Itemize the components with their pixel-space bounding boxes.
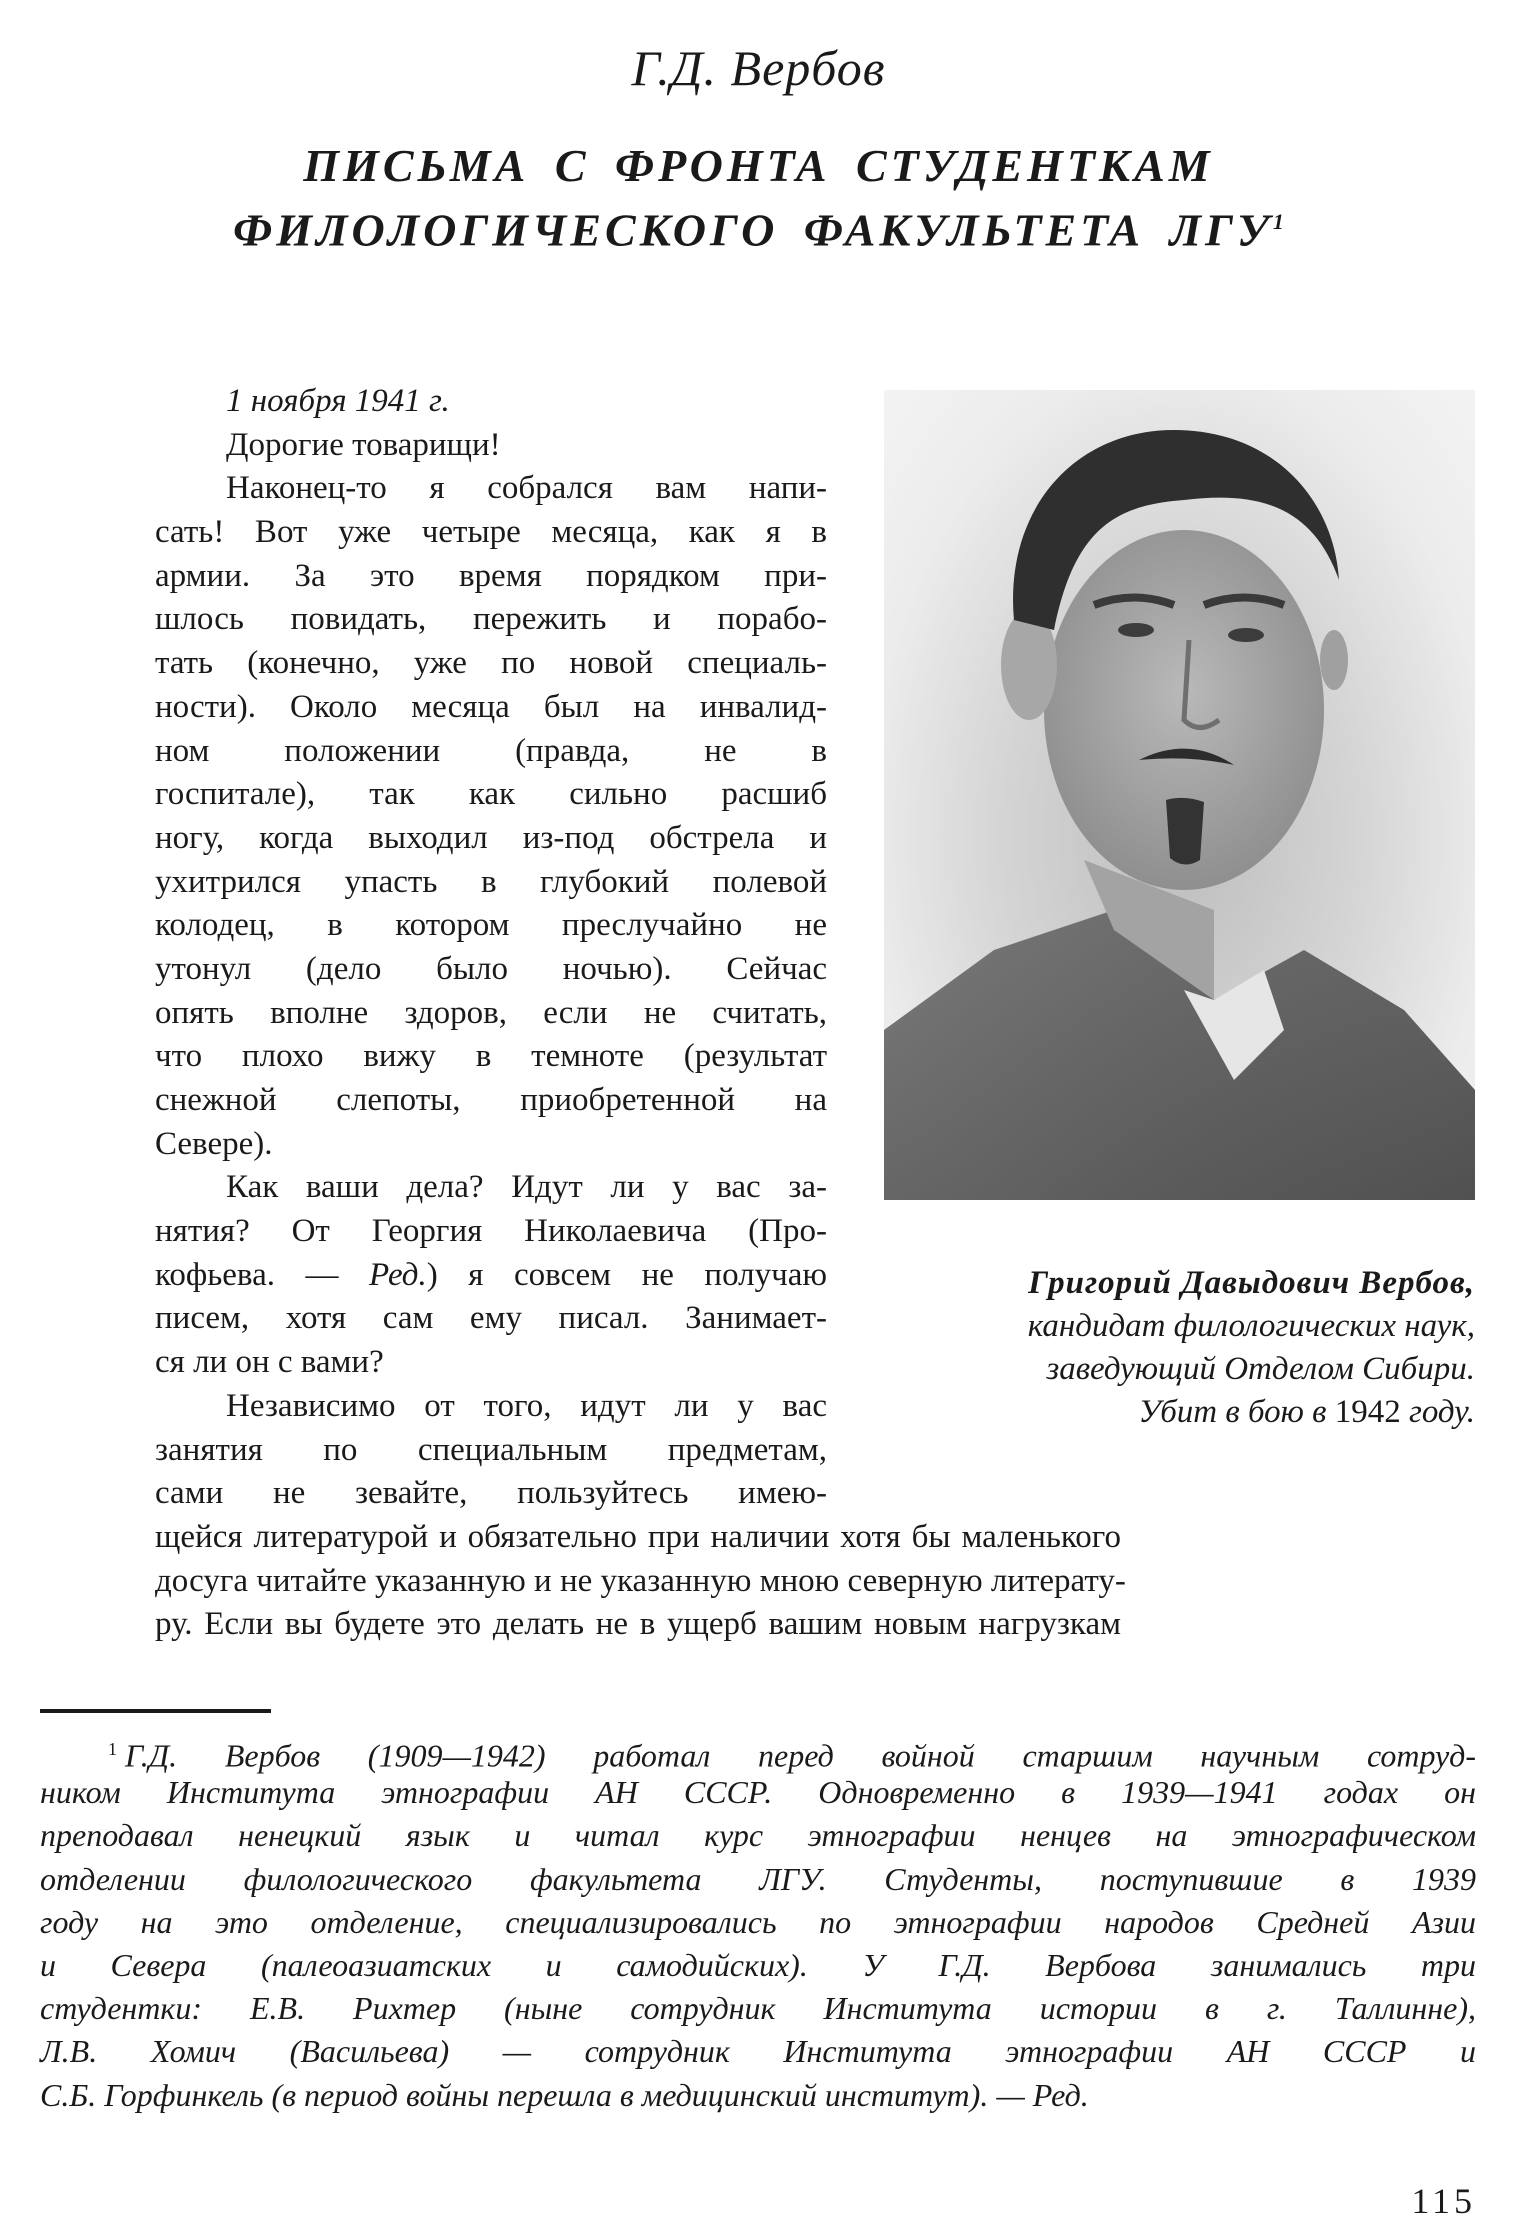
- footnote-divider: [40, 1709, 271, 1713]
- footnote-line: году на это отделение, специализировались по этнографии народов Средней Азии: [40, 1903, 1476, 1940]
- body-line: сать! Вот уже четыре месяца, как я в: [155, 514, 827, 551]
- body-line: тать (конечно, уже по новой специаль-: [155, 645, 827, 682]
- page-number: 115: [1411, 2181, 1476, 2221]
- body-line: шлось повидать, пережить и порабо-: [155, 601, 827, 638]
- body-line: Севере).: [155, 1125, 273, 1162]
- body-line: нятия? От Георгия Николаевича (Про-: [155, 1213, 827, 1250]
- author-name: Г.Д. Вербов: [631, 40, 886, 96]
- body-line: ности). Около месяца был на инвалид-: [155, 688, 827, 725]
- footnote-line: студентки: Е.В. Рихтер (ныне сотрудник Института истории в г. Таллинне),: [40, 1990, 1476, 2027]
- body-line: утонул (дело было ночью). Сейчас: [155, 950, 827, 987]
- portrait-illustration: [884, 390, 1475, 1200]
- title-line-2: ФИЛОЛОГИЧЕСКОГО ФАКУЛЬТЕТА ЛГУ$^1$: [233, 204, 1284, 256]
- body-line: писем, хотя сам ему писал. Занимает-: [155, 1300, 827, 1337]
- footnote-line: С.Б. Горфинкель (в период войны перешла в медицинский институт). — Ред.: [40, 2076, 1089, 2113]
- footnote-line: отделении филологического факультета ЛГУ. Студенты, поступившие в 1939: [40, 1860, 1476, 1897]
- footnote-line: и Севера (палеоазиатских и самодийских). У Г.Д. Вербова занимались три: [40, 1946, 1476, 1983]
- footnote: [40, 1728, 1476, 2117]
- body-line: колодец, в котором преслучайно не: [155, 907, 827, 944]
- caption-position: заведующий Отделом Сибири.: [1046, 1351, 1475, 1387]
- footnote-line: Л.В. Хомич (Васильева) — сотрудник Института этнографии АН СССР и: [40, 2033, 1476, 2070]
- body-line: что плохо вижу в темноте (результат: [155, 1038, 827, 1075]
- article-title: [0, 138, 1517, 258]
- caption-name: Григорий Давыдович Вербов,: [1028, 1265, 1475, 1301]
- letter-date: 1 ноября 1941 г.: [226, 383, 450, 419]
- body-line: ногу, когда выходил из-под обстрела и: [155, 819, 827, 856]
- letter-greeting: Дорогие товарищи!: [226, 426, 501, 463]
- body-line: Как ваши дела? Идут ли у вас за-: [226, 1169, 827, 1206]
- photo-caption: [860, 1262, 1475, 1434]
- body-line: ся ли он с вами?: [155, 1344, 384, 1381]
- body-line: опять вполне здоров, если не считать,: [155, 994, 827, 1031]
- title-line-1: ПИСЬМА С ФРОНТА СТУДЕНТКАМ: [303, 140, 1214, 191]
- portrait-photo: [884, 390, 1475, 1200]
- editor-note: Ред.: [369, 1256, 427, 1293]
- footnote-line: $^1$ Г.Д. Вербов (1909—1942) работал перед войной старшим научным сотруд-: [108, 1737, 1476, 1774]
- body-line: Наконец-то я собрался вам напи-: [226, 470, 827, 507]
- body-line: досуга читайте указанную и не указанную мною северную литерату-: [155, 1562, 1126, 1599]
- body-line: занятия по специальным предметам,: [155, 1431, 827, 1468]
- body-line: ном положении (правда, не в: [155, 732, 827, 769]
- body-line: ру. Если вы будете это делать не в ущерб вашим новым нагрузкам: [155, 1606, 1121, 1643]
- body-line: сами не зевайте, пользуйтесь имею-: [155, 1475, 827, 1512]
- caption-degree: кандидат филологических наук,: [1027, 1308, 1475, 1344]
- body-line: щейся литературой и обязательно при наличии хотя бы маленького: [155, 1519, 1121, 1555]
- letter-column: [155, 380, 827, 1516]
- body-line: Независимо от того, идут ли у вас: [226, 1387, 827, 1424]
- body-line: армии. За это время порядком при-: [155, 557, 827, 594]
- footnote-line: ником Института этнографии АН СССР. Одновременно в 1939—1941 годах он: [40, 1774, 1476, 1811]
- footnote-line: преподавал ненецкий язык и читал курс этнографии ненцев на этнографическом: [40, 1817, 1476, 1854]
- body-line: снежной слепоты, приобретенной на: [155, 1082, 827, 1118]
- footnote-mark: 1: [108, 1739, 117, 1759]
- body-line: госпитале), так как сильно расшиб: [155, 776, 827, 813]
- body-line: кофьева. — Ред.) я совсем не получаю: [155, 1256, 827, 1293]
- body-line: ухитрился упасть в глубокий полевой: [155, 863, 827, 900]
- letter-full-width: [155, 1516, 1126, 1647]
- caption-death: Убит в бою в 1942 году.: [1138, 1394, 1475, 1430]
- title-footnote-mark[interactable]: 1: [1272, 209, 1284, 234]
